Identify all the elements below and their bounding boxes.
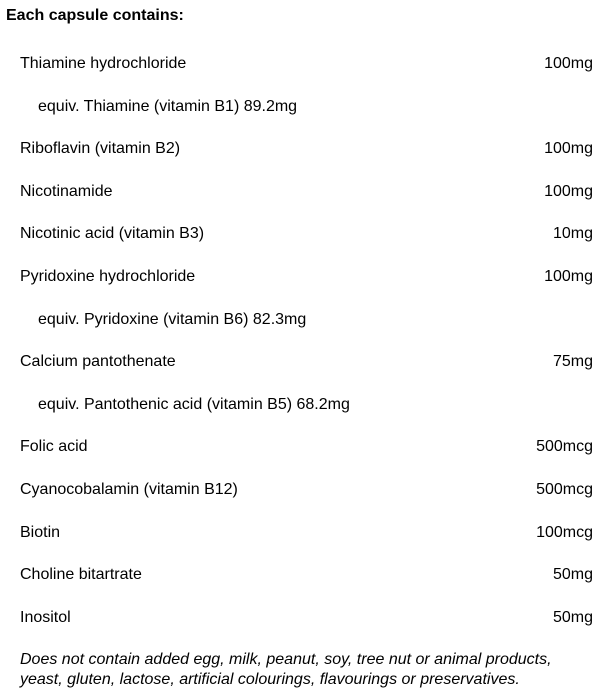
ingredient-name: Cyanocobalamin (vitamin B12) (20, 480, 238, 498)
ingredient-row (0, 352, 603, 395)
ingredient-equivalent: equiv. Pantothenic acid (vitamin B5) 68.2mg (38, 395, 350, 413)
ingredient-name: Inositol (20, 608, 71, 626)
ingredient-amount: 100mg (544, 55, 593, 72)
ingredient-row (0, 139, 603, 182)
ingredient-name: Thiamine hydrochloride (20, 55, 187, 72)
ingredient-name: Nicotinic acid (vitamin B3) (20, 225, 205, 243)
ingredient-name: Folic acid (20, 438, 88, 456)
ingredient-row (0, 437, 603, 480)
ingredient-row (0, 182, 603, 225)
ingredient-amount: 10mg (552, 225, 593, 243)
ingredient-row (0, 523, 603, 566)
ingredient-row (0, 54, 603, 97)
ingredient-name: Riboflavin (vitamin B2) (20, 140, 181, 158)
ingredient-name: Calcium pantothenate (20, 353, 176, 371)
panel-heading: Each capsule contains: (6, 7, 184, 24)
ingredient-name: Biotin (20, 523, 61, 541)
allergen-note: Does not contain added egg, milk, peanut, soy, tree nut or animal products, yeast, gluten, lactose, artificial colourings, flavourings or preservatives. (20, 651, 552, 688)
ingredient-amount: 100mcg (536, 523, 593, 541)
ingredient-amount: 50mg (552, 608, 593, 626)
ingredient-amount: 100mg (544, 140, 593, 158)
ingredient-equivalent: equiv. Pyridoxine (vitamin B6) 82.3mg (38, 310, 307, 328)
ingredient-equivalent: equiv. Thiamine (vitamin B1) 89.2mg (38, 97, 298, 115)
ingredient-amount: 75mg (552, 353, 593, 371)
ingredient-amount: 100mg (544, 267, 593, 285)
ingredient-list (0, 54, 603, 650)
ingredient-row (0, 480, 603, 523)
ingredient-amount: 500mcg (536, 438, 593, 456)
ingredient-amount: 50mg (552, 566, 593, 584)
ingredient-name: Pyridoxine hydrochloride (20, 267, 196, 285)
ingredient-row (0, 608, 603, 651)
ingredient-name: Nicotinamide (20, 182, 113, 200)
ingredient-amount: 100mg (544, 182, 593, 200)
ingredient-row (0, 224, 603, 267)
ingredient-amount: 500mcg (536, 480, 593, 498)
ingredient-row (0, 267, 603, 310)
ingredient-equivalent-row (0, 310, 603, 353)
ingredient-row (0, 565, 603, 608)
ingredient-equivalent-row (0, 97, 603, 140)
ingredient-equivalent-row (0, 395, 603, 438)
ingredient-name: Choline bitartrate (20, 566, 142, 584)
